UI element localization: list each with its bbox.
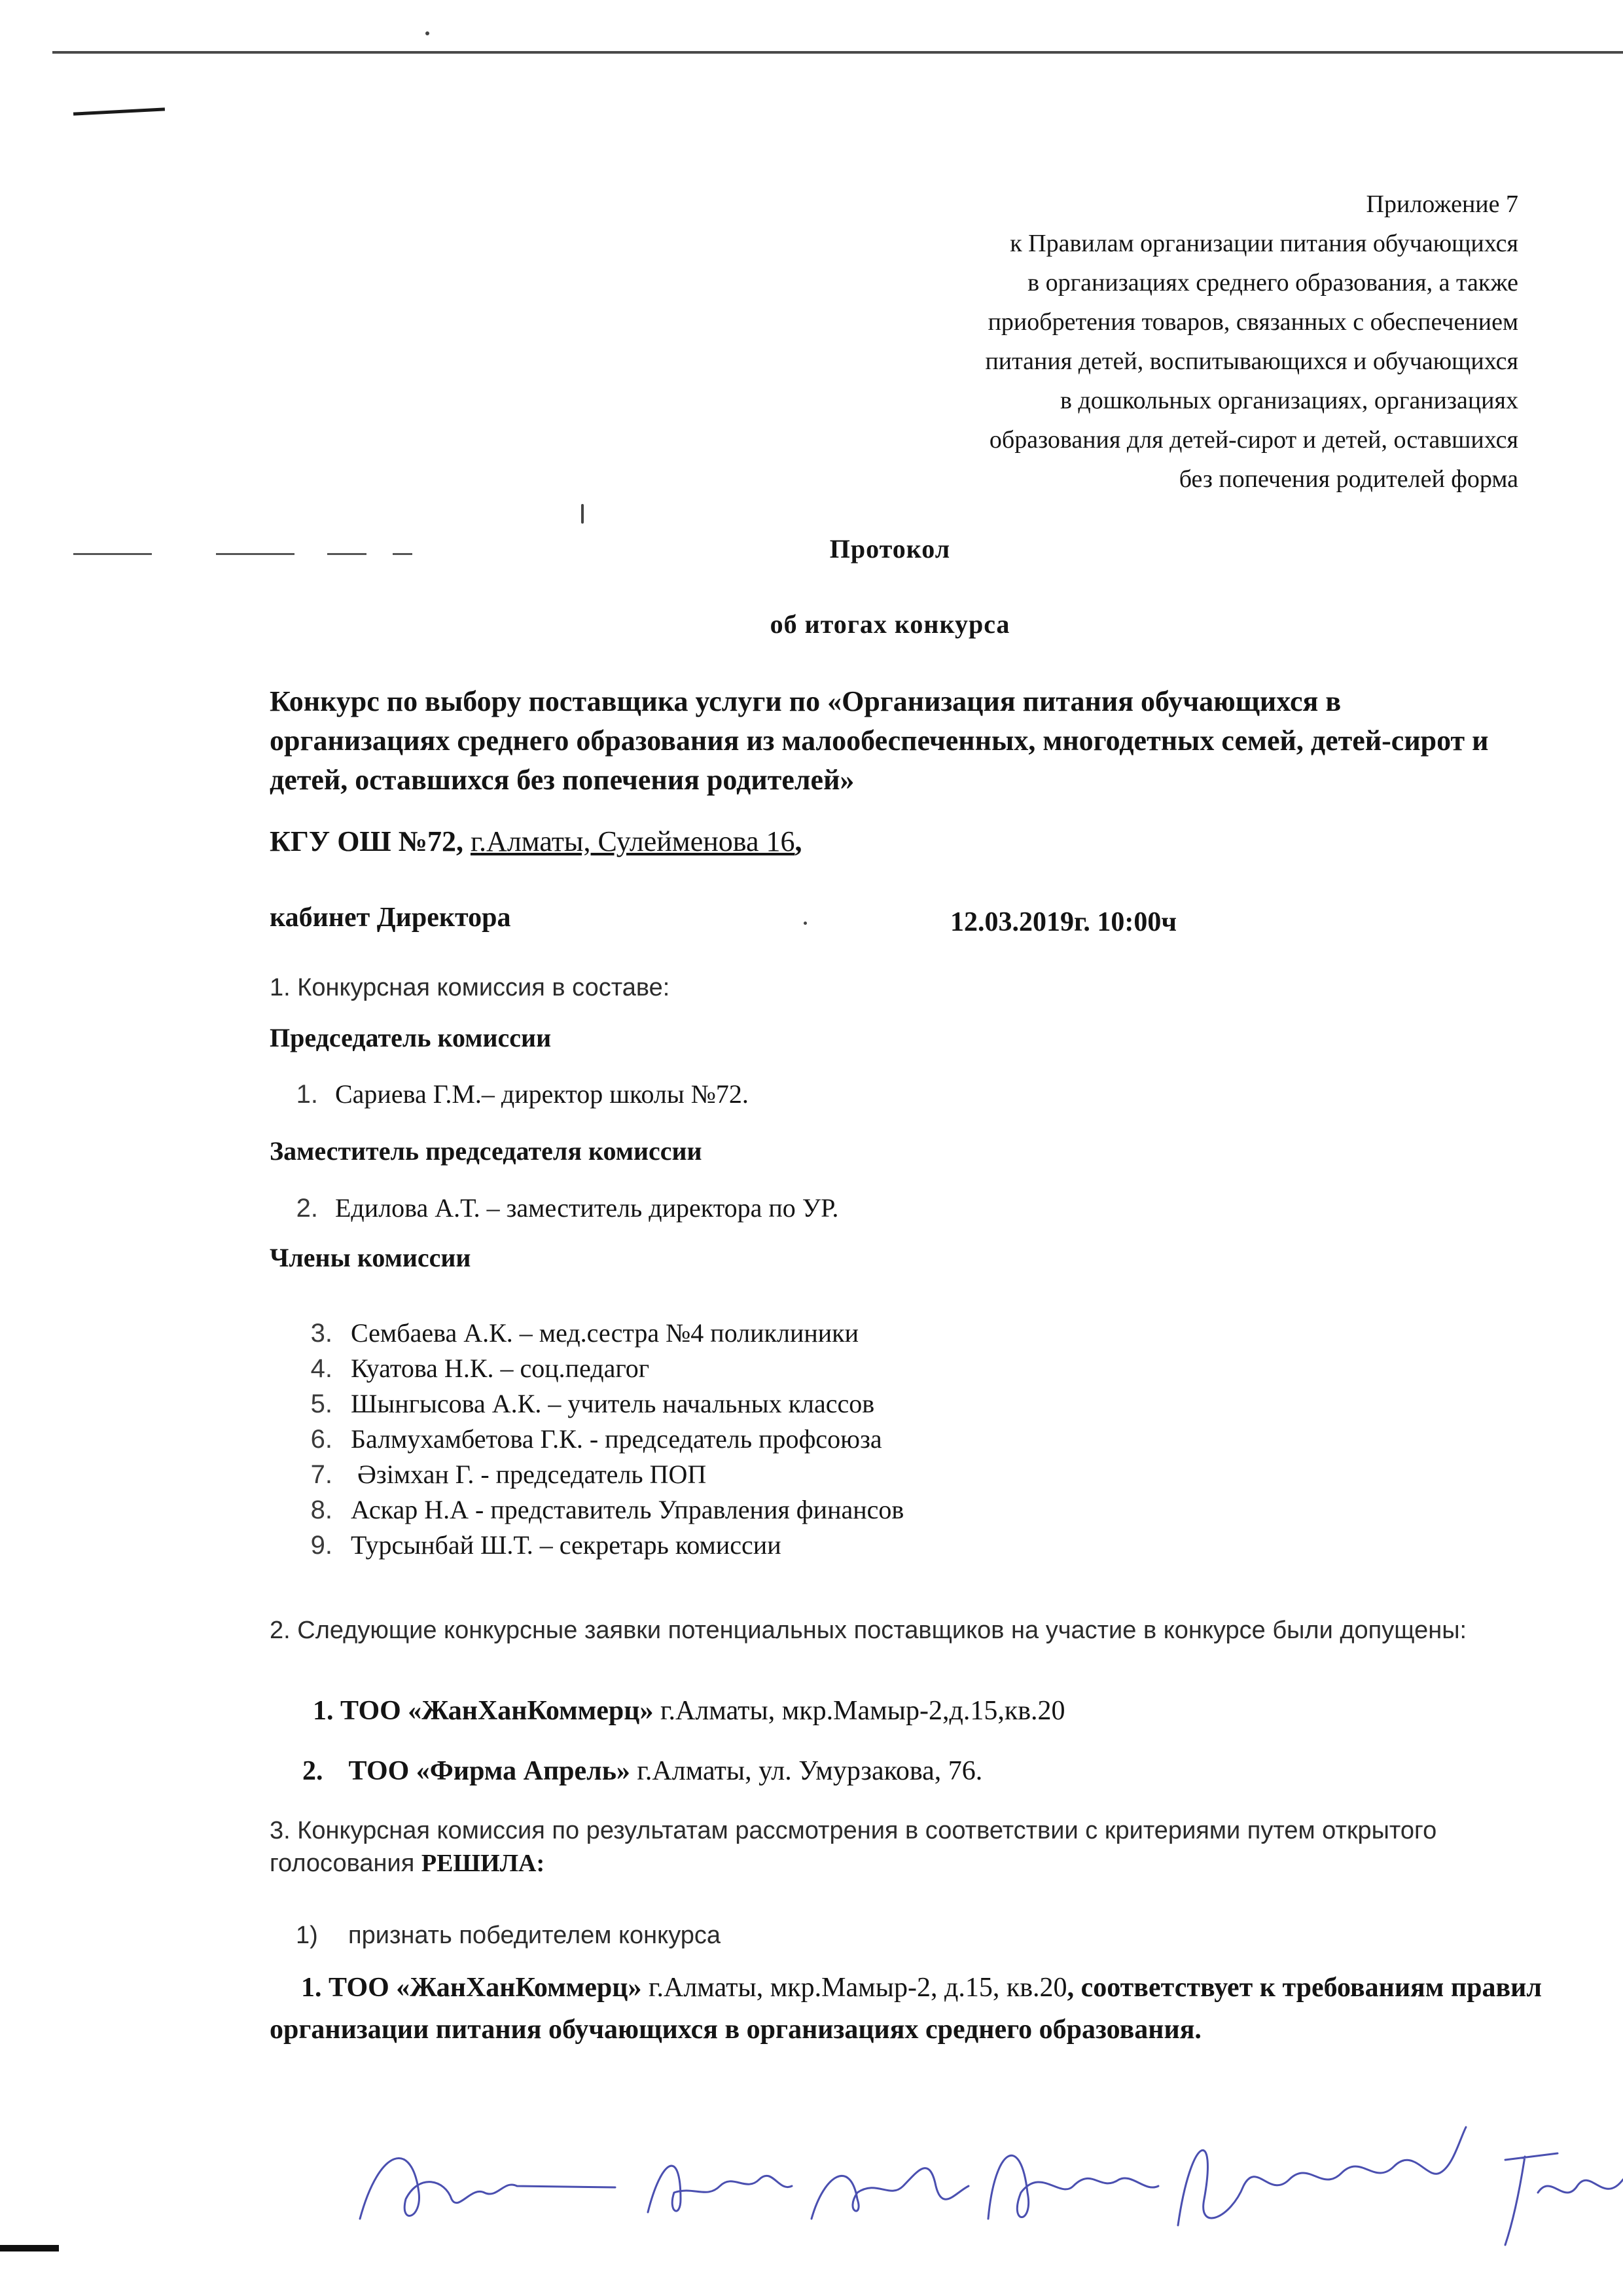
commission-intro: 1. Конкурсная комиссия в составе: [270,974,670,1001]
supplier-entry [302,1755,982,1787]
signature [1505,2153,1623,2245]
supplier-entry [313,1695,1065,1727]
list-item [296,1351,904,1386]
members-heading: Члены комиссии [270,1243,471,1272]
member-text: Аскар Н.А - представитель Управления финансов [351,1495,904,1524]
deputy-member [270,1193,838,1223]
member-text: Едилова А.Т. – заместитель директора по УР. [335,1193,839,1223]
member-number: 7. [310,1460,332,1489]
signature [988,2155,1158,2219]
member-text: Турсынбай Ш.Т. – секретарь комиссии [351,1530,781,1560]
appendix-line: без попечения родителей форма [1179,465,1518,493]
appendix-line: в дошкольных организациях, организациях [1060,387,1518,414]
decision-item-text: признать победителем конкурса [348,1922,721,1949]
signature [360,2159,615,2219]
admitted-applications-text: 2. Следующие конкурсные заявки потенциальных поставщиков на участие в конкурсе были допущены: [270,1617,1467,1644]
member-text: Шынгысова А.К. – учитель начальных классов [351,1389,875,1418]
document-title: Протокол [829,534,951,564]
supplier-name: ТОО «Фирма Апрель» [348,1756,630,1786]
meeting-place: кабинет Директора [270,903,511,933]
decision-verdict: РЕШИЛА: [421,1850,545,1877]
list-item [296,1386,904,1422]
member-number: 4. [310,1354,332,1383]
member-number: 8. [310,1496,332,1524]
member-text: Балмухамбетова Г.К. - председатель профсоюза [351,1424,882,1454]
winner-address: г.Алматы, мкр.Мамыр-2, д.15, кв.20 [641,1973,1067,2003]
commission-decision-text [270,1814,1546,1880]
appendix-line: в организациях среднего образования, а также [1027,269,1518,296]
winner-name: ТОО «ЖанХанКоммерц» [329,1973,642,2003]
member-number: 3. [310,1319,332,1348]
meeting-datetime: 12.03.2019г. 10:00ч [950,907,1177,937]
member-text: Сариева Г.М.– директор школы №72. [335,1079,749,1109]
appendix-line: Приложение 7 [1366,190,1518,218]
member-text: Куатова Н.К. – соц.педагог [351,1354,650,1383]
supplier-address: г.Алматы, ул. Умурзакова, 76. [630,1756,983,1786]
list-item [296,1492,904,1528]
appendix-block [798,185,1518,499]
decision-item-number: 1) [296,1922,318,1949]
appendix-line: питания детей, воспитывающихся и обучающихся [985,348,1518,375]
supplier-name: ТОО «ЖанХанКоммерц» [340,1696,654,1726]
winner-paragraph [270,1967,1552,2051]
member-text: Әзімхан Г. - председатель ПОП [351,1460,707,1489]
member-number: 2. [296,1194,318,1223]
deputy-heading: Заместитель председателя комиссии [270,1136,702,1166]
winner-conclusion: , соответствует к требованиям правил организации питания обучающихся в организациях среднего образования. [270,1973,1542,2045]
appendix-line: образования для детей-сирот и детей, оставшихся [989,426,1518,454]
signature [648,2166,792,2212]
contest-subject: Конкурс по выбору поставщика услуги по «Организация питания обучающихся в организациях среднего образования из малообеспеченных, многодетных семей, детей-сирот и детей, оставшихся без попечения родителей» [270,685,1489,796]
list-item [296,1422,904,1457]
chair-member [270,1079,749,1109]
member-text: Сембаева А.К. – мед.сестра №4 поликлиники [351,1318,859,1348]
document-subtitle: об итогах конкурса [770,609,1010,639]
signatures-area [340,2121,1623,2258]
supplier-number: 1. [313,1696,334,1726]
member-number: 9. [310,1531,332,1560]
members-list [296,1316,904,1563]
decision-intro: 3. Конкурсная комиссия по результатам рассмотрения в соответствии с критериями путем открытого голосования [270,1817,1437,1877]
organization-name: КГУ ОШ №72, [270,825,463,857]
list-item [296,1316,904,1351]
organization-line [270,825,802,858]
member-number: 1. [296,1080,318,1109]
supplier-address: г.Алматы, мкр.Мамыр-2,д.15,кв.20 [653,1696,1065,1726]
winner-number: 1. [301,1973,322,2003]
list-item [296,1457,904,1492]
list-item [296,1528,904,1563]
member-number: 6. [310,1425,332,1454]
decision-item [296,1922,721,1950]
organization-address-suffix: , [794,825,802,857]
chair-heading: Председатель комиссии [270,1023,552,1052]
signature [1178,2127,1466,2225]
appendix-line: приобретения товаров, связанных с обеспечением [988,308,1518,336]
signature [812,2168,969,2219]
member-number: 5. [310,1390,332,1418]
organization-address: г.Алматы, Сулейменова 16 [470,825,795,857]
appendix-line: к Правилам организации питания обучающихся [1010,230,1518,257]
supplier-number: 2. [302,1756,323,1786]
